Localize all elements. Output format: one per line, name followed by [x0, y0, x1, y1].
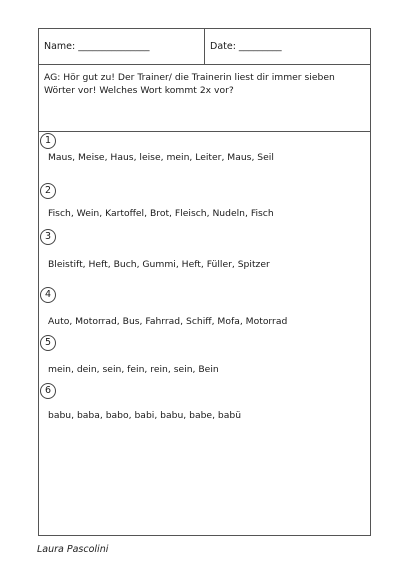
exercise-words: mein, dein, sein, fein, rein, sein, Bein — [48, 364, 219, 375]
author-credit: Laura Pascolini — [37, 544, 109, 555]
header-row — [39, 29, 370, 65]
date-field: Date: _________ — [210, 41, 282, 52]
exercise-number: 3 — [40, 229, 56, 245]
exercise-number: 2 — [40, 183, 56, 199]
exercise-words: Bleistift, Heft, Buch, Gummi, Heft, Füller, Spitzer — [48, 259, 270, 270]
exercise-words: Maus, Meise, Haus, leise, mein, Leiter, Maus, Seil — [48, 152, 274, 163]
exercise-words: Auto, Motorrad, Bus, Fahrrad, Schiff, Mofa, Motorrad — [48, 316, 288, 327]
exercise-number: 5 — [40, 335, 56, 351]
exercise-words: babu, baba, babo, babi, babu, babe, babü — [48, 410, 242, 421]
exercise-number: 1 — [40, 133, 56, 149]
exercise-number: 6 — [40, 383, 56, 399]
exercise-number: 4 — [40, 287, 56, 303]
worksheet — [38, 28, 371, 536]
name-field: Name: _______________ — [39, 29, 205, 64]
exercise-words: Fisch, Wein, Kartoffel, Brot, Fleisch, Nudeln, Fisch — [48, 208, 274, 219]
instruction-text: AG: Hör gut zu! Der Trainer/ die Trainerin liest dir immer sieben Wörter vor! Welches Wort kommt 2x vor? — [39, 65, 370, 132]
